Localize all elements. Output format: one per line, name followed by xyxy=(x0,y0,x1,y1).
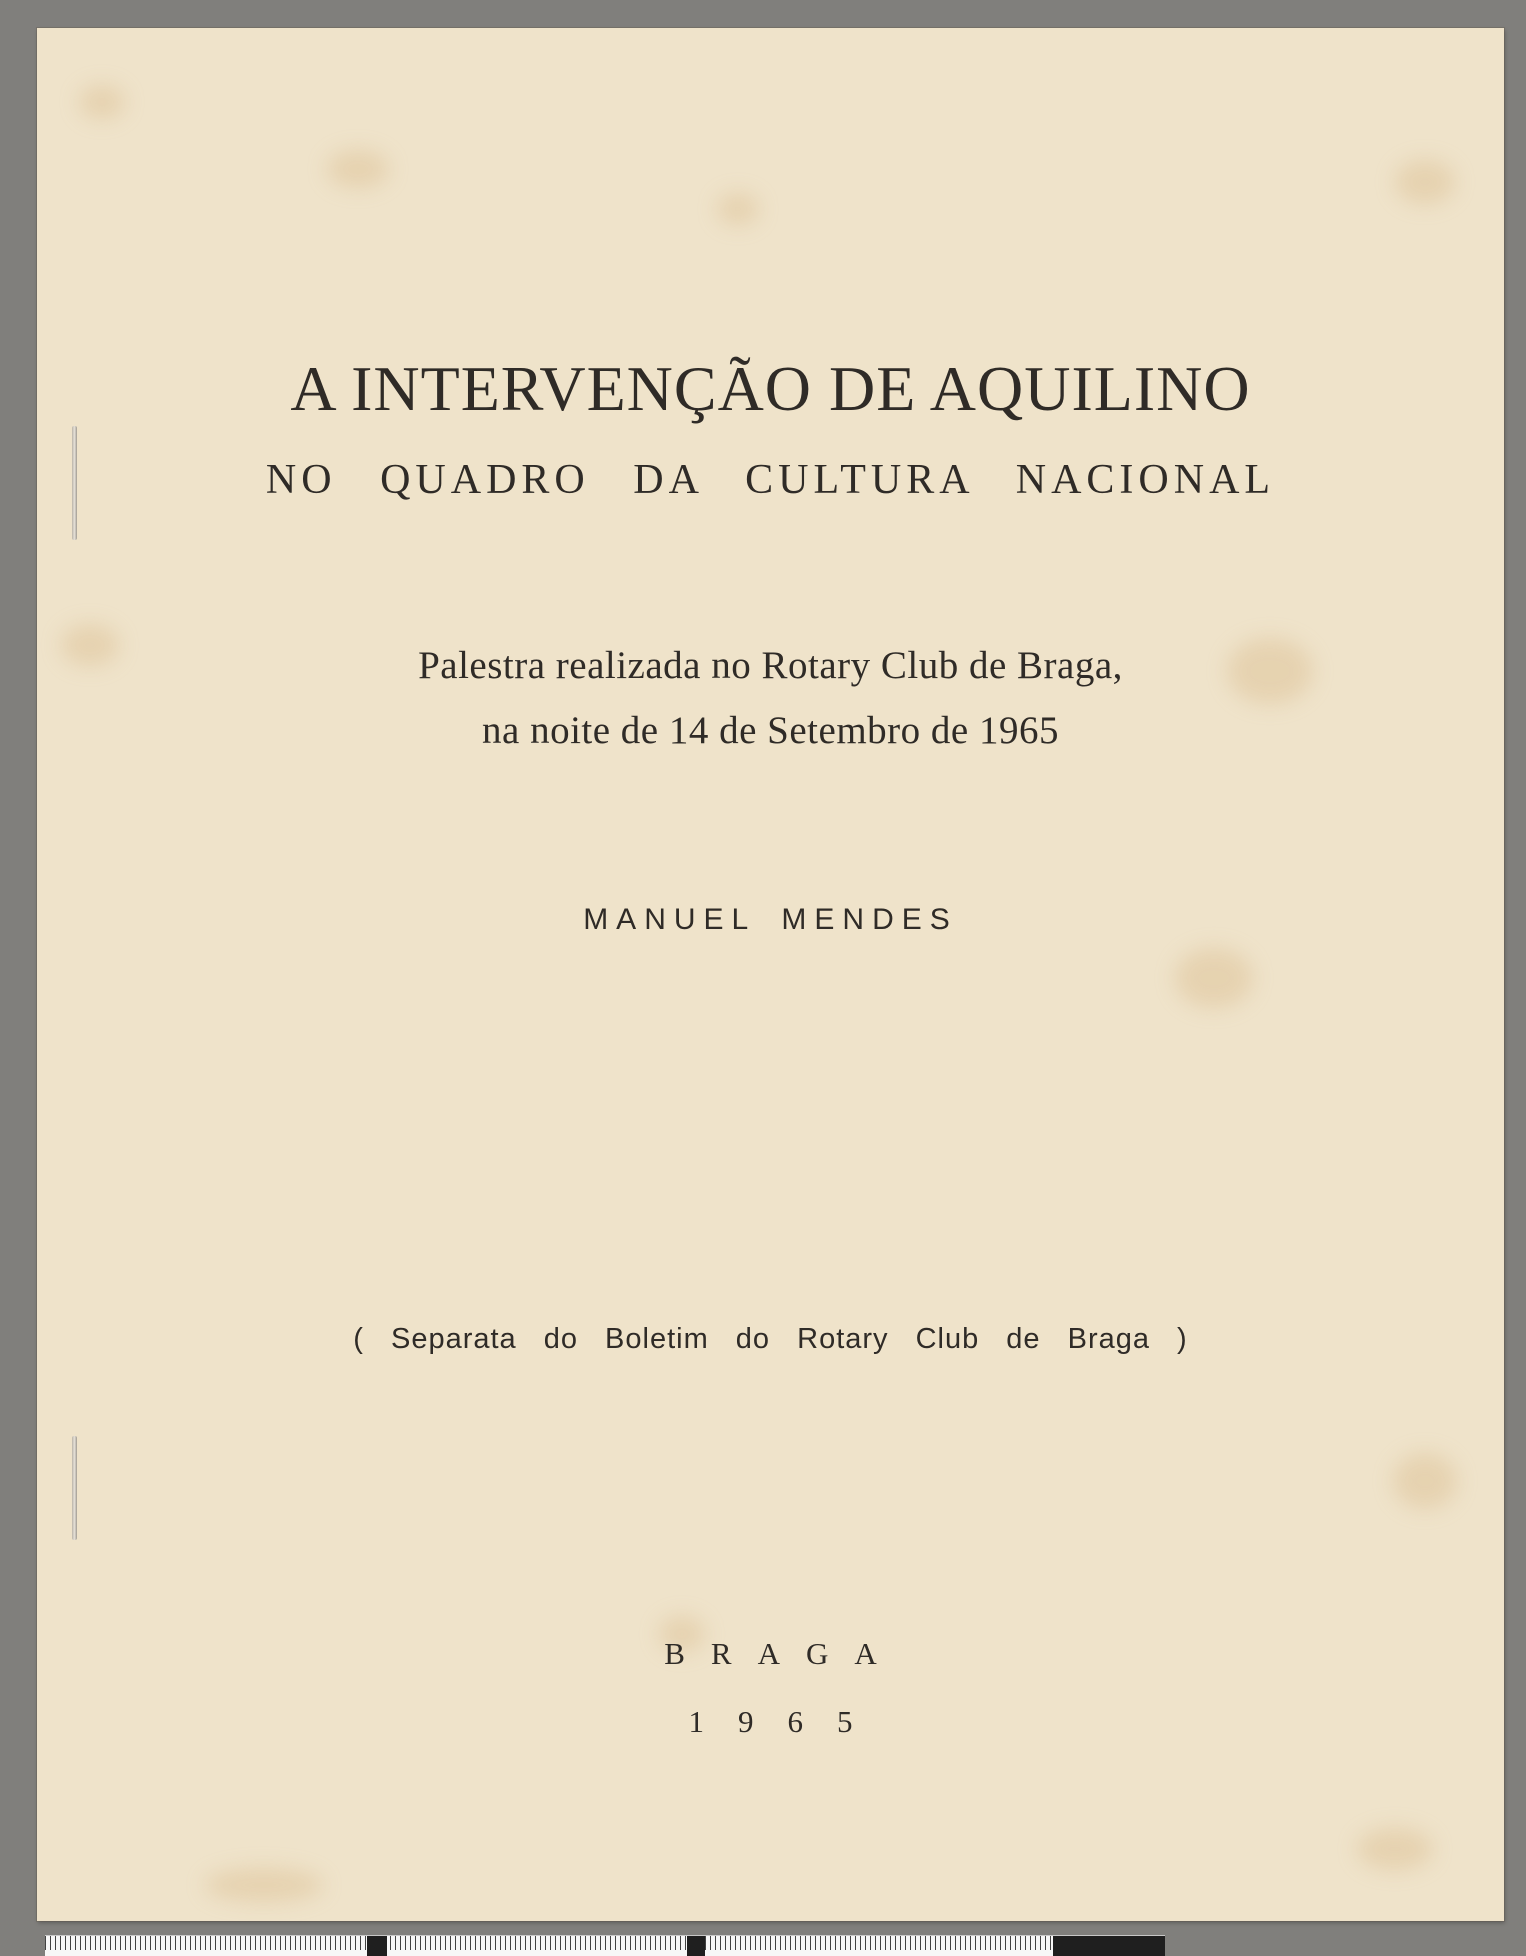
lecture-line-2: na noite de 14 de Setembro de 1965 xyxy=(482,709,1059,752)
title-line-1: A INTERVENÇÃO DE AQUILINO xyxy=(290,353,1251,424)
staple-bottom xyxy=(72,1436,77,1540)
foxing-spot xyxy=(205,1868,323,1902)
title-line-2: NO QUADRO DA CULTURA NACIONAL xyxy=(265,457,1276,503)
separata-note: ( Separata do Boletim do Rotary Club de Braga ) xyxy=(353,1323,1188,1355)
scale-ruler xyxy=(45,1935,1165,1956)
foxing-spot xyxy=(1357,1828,1433,1870)
publication-year: 1965 xyxy=(688,1704,887,1739)
ruler-segment xyxy=(1053,1936,1165,1956)
foxing-spot xyxy=(1393,1453,1457,1509)
publication-city: BRAGA xyxy=(664,1636,903,1671)
author-name: MANUEL MENDES xyxy=(583,903,958,936)
foxing-spot xyxy=(327,150,389,188)
ruler-ticks xyxy=(45,1936,1165,1950)
foxing-spot xyxy=(79,85,125,119)
lecture-line-1: Palestra realizada no Rotary Club de Braga, xyxy=(418,644,1123,687)
foxing-spot xyxy=(717,193,759,225)
foxing-spot xyxy=(1175,948,1253,1008)
foxing-spot xyxy=(1395,160,1455,204)
ruler-segment xyxy=(367,1936,387,1956)
ruler-segment xyxy=(687,1936,705,1956)
document-cover-page xyxy=(37,28,1504,1921)
